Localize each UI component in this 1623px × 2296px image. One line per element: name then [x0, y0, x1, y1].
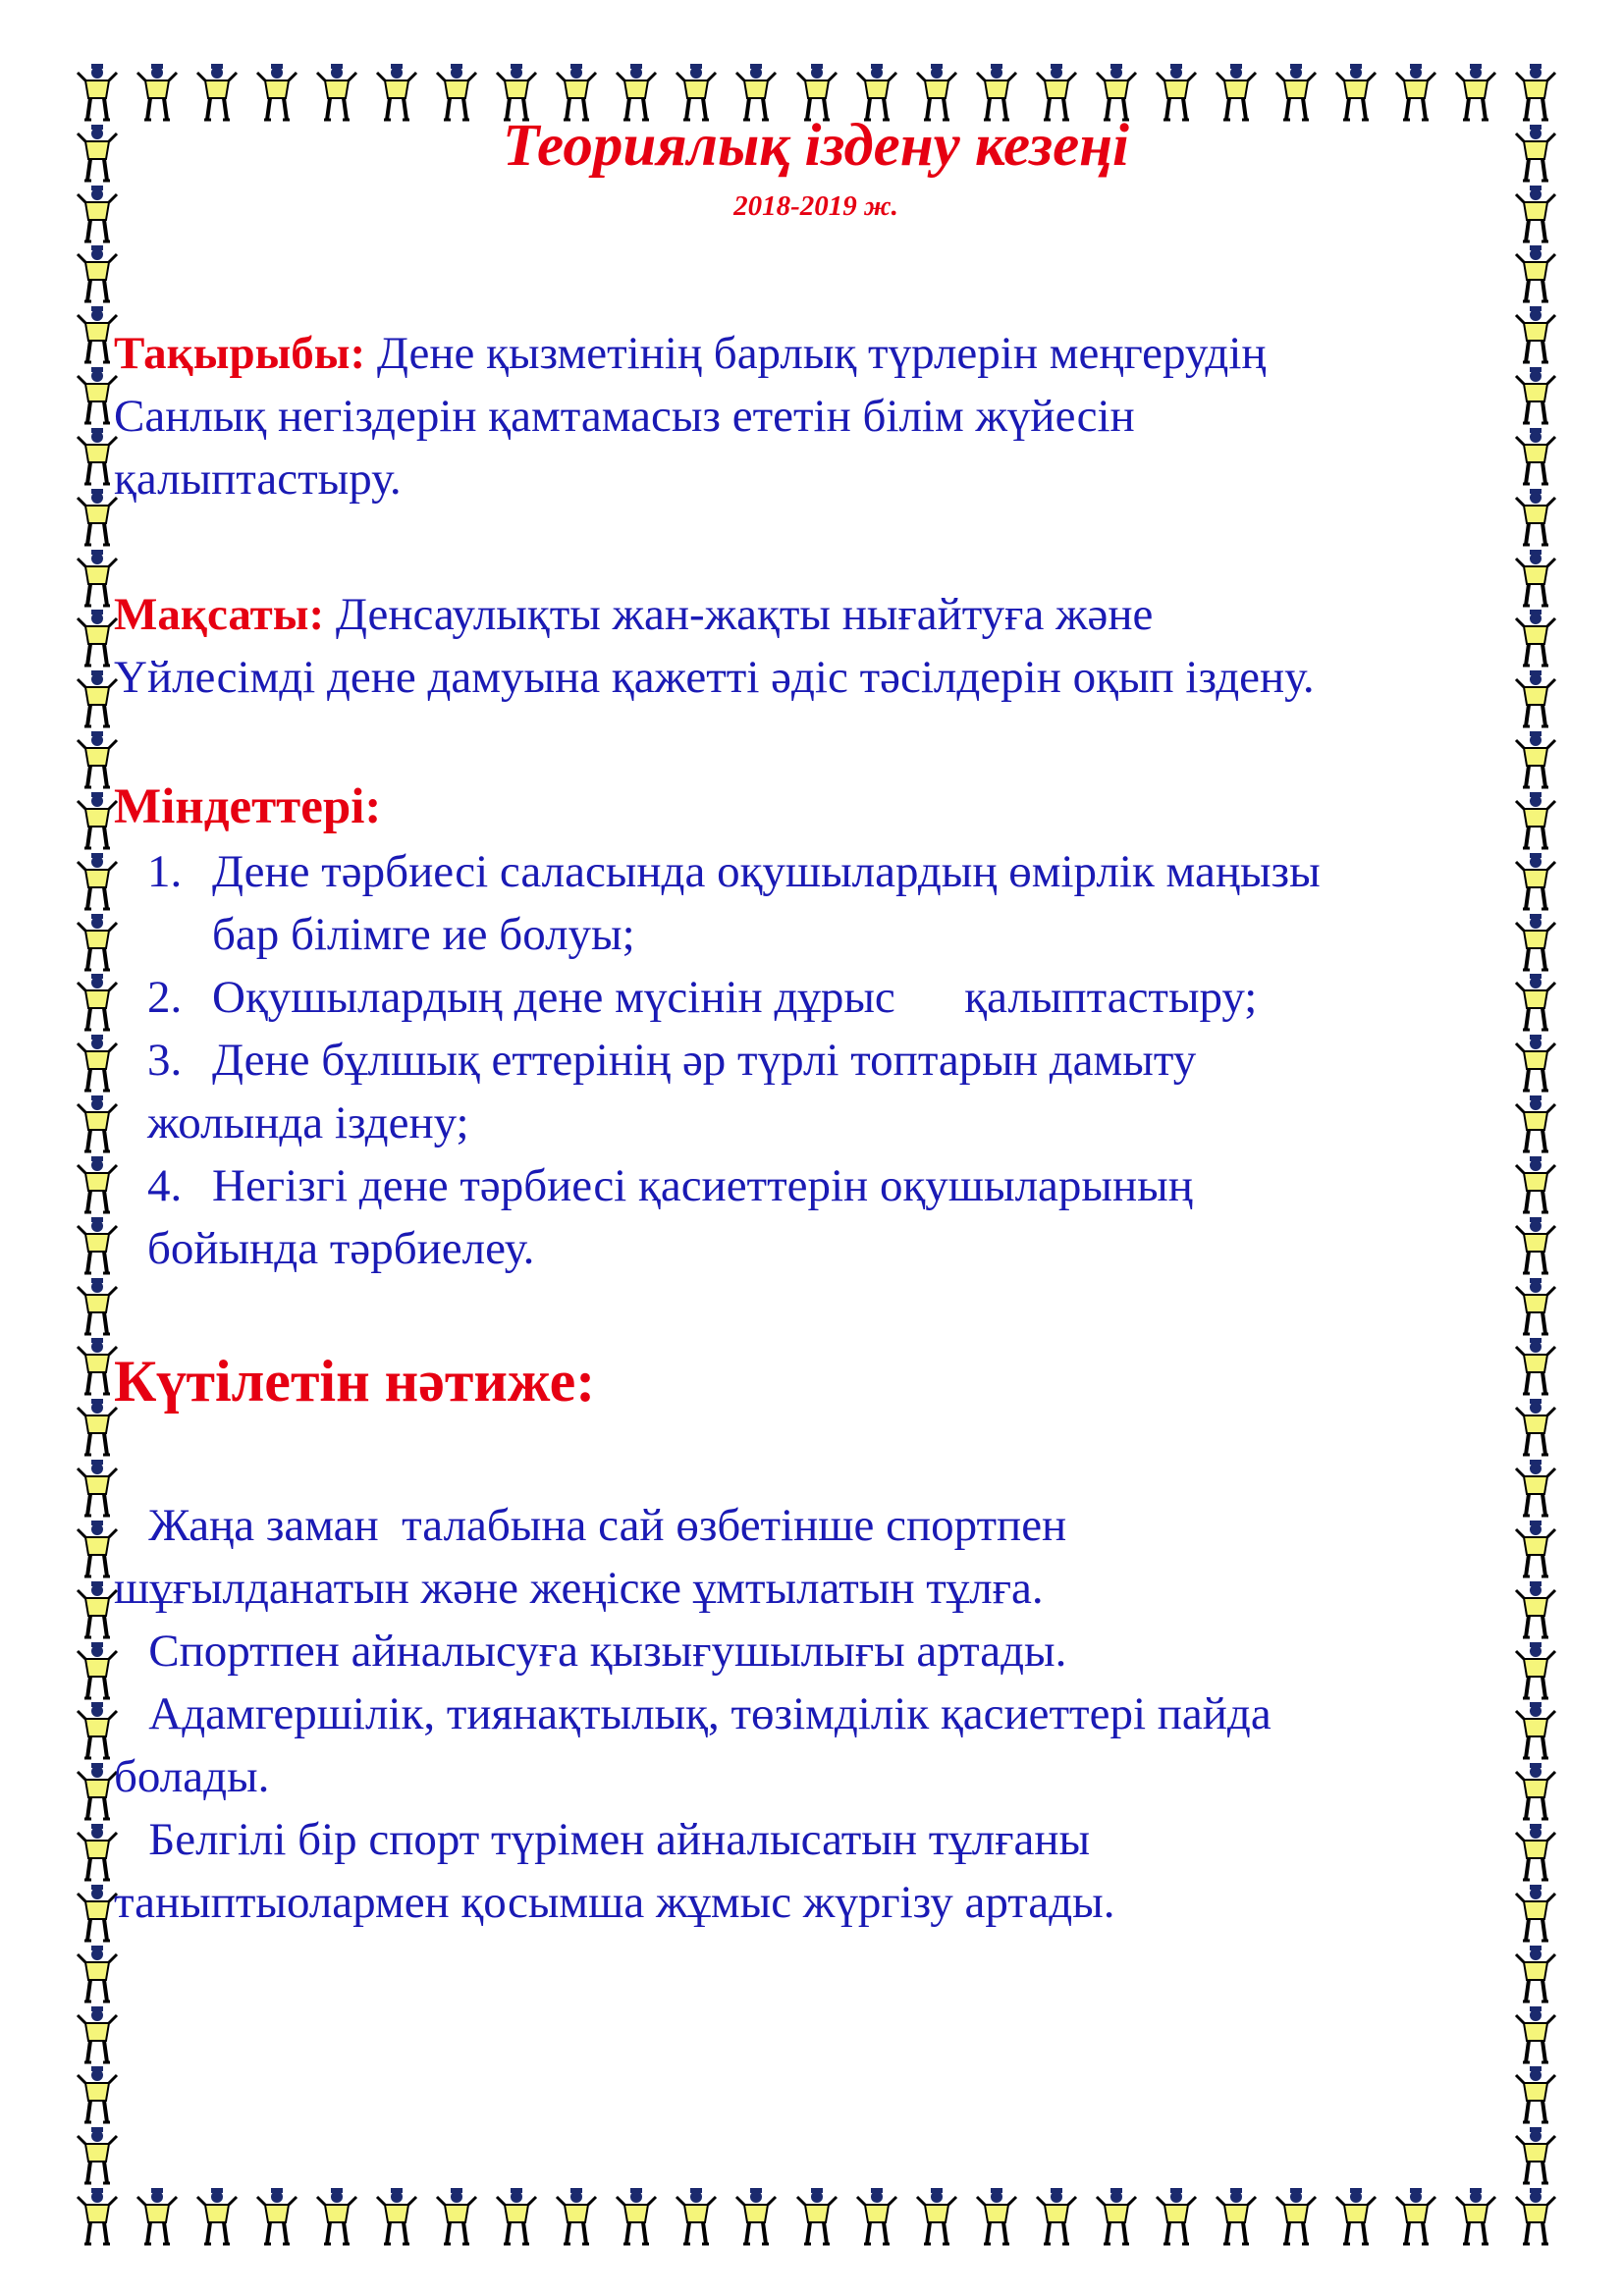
page-title: Теориялық іздену кезеңі — [503, 113, 1129, 179]
athlete-figure-icon — [1512, 366, 1559, 425]
task-item-1 — [147, 840, 1518, 966]
task-text: Оқушылардың дене мүсінін дұрыс қалыптастыру; — [212, 972, 1258, 1023]
topic-line-1: Дене қызметінің барлық түрлерін меңгерудің — [376, 328, 1267, 379]
result-line-3: Спортпен айналысуға қызығушылығы артады. — [114, 1626, 1067, 1677]
athlete-figure-icon — [1512, 730, 1559, 789]
athlete-figure-icon — [1512, 609, 1559, 667]
athlete-figure-icon — [1512, 791, 1559, 850]
athlete-figure-icon — [1512, 1945, 1559, 2003]
document-content — [114, 0, 1518, 2296]
athlete-figure-icon — [1512, 549, 1559, 608]
athlete-figure-icon — [1512, 1155, 1559, 1214]
goal-line-1: Денсаулықты жан-жақты нығайтуға және — [335, 589, 1154, 640]
topic-section — [114, 322, 1518, 510]
athlete-figure-icon — [1512, 2065, 1559, 2124]
athlete-figure-icon — [1512, 1095, 1559, 1153]
task-item-2 — [147, 966, 1518, 1029]
task-text: Дене бұлшық еттерінің әр түрлі топтарын дамыту — [212, 1035, 1197, 1086]
athlete-figure-icon — [1512, 1641, 1559, 1700]
athlete-figure-icon — [1512, 1823, 1559, 1882]
topic-line-2: Санлық негіздерін қамтамасыз ететін білім жүйесін — [114, 391, 1135, 442]
academic-year: 2018-2019 ж. — [733, 190, 898, 222]
result-line-5: болады. — [114, 1751, 270, 1802]
athlete-figure-icon — [1512, 1580, 1559, 1639]
athlete-figure-icon — [1512, 185, 1559, 243]
goal-line-2: Үйлесімді дене дамуына қажетті әдіс тәсілдерін оқып іздену. — [114, 652, 1315, 703]
result-line-4: Адамгершілік, тиянақтылық, төзімділік қасиеттері пайда — [114, 1688, 1271, 1739]
athlete-figure-icon — [1512, 669, 1559, 728]
athlete-figure-icon — [1512, 1459, 1559, 1518]
athlete-figure-icon — [1512, 1337, 1559, 1396]
athlete-figure-icon — [1512, 1884, 1559, 1943]
task-item-3 — [147, 1029, 1518, 1154]
athlete-figure-icon — [1512, 1398, 1559, 1457]
athlete-figure-icon — [1512, 305, 1559, 364]
athlete-figure-icon — [1512, 1762, 1559, 1821]
athlete-figure-icon — [1512, 244, 1559, 303]
result-line-7: таныптыолармен қосымша жұмыс жүргізу артады. — [114, 1877, 1115, 1928]
task-item-4 — [147, 1154, 1518, 1280]
topic-label: Тақырыбы: — [114, 328, 366, 379]
athlete-figure-icon — [1512, 488, 1559, 547]
task-number: 3. — [147, 1035, 183, 1086]
result-line-2: шұғылданатын және жеңіске ұмтылатын тұлға. — [114, 1563, 1044, 1614]
goal-section — [114, 583, 1518, 709]
athlete-figure-icon — [1512, 63, 1559, 122]
athlete-figure-icon — [1512, 124, 1559, 183]
task-text: Дене тәрбиесі саласында оқушылардың өмірлік маңызы — [212, 846, 1321, 897]
athlete-figure-icon — [1512, 852, 1559, 911]
goal-label: Мақсаты: — [114, 589, 325, 640]
athlete-figure-icon — [1512, 913, 1559, 972]
athlete-figure-icon — [1512, 2187, 1559, 2246]
task-text-cont: бар білімге ие болуы; — [212, 909, 635, 960]
task-number: 4. — [147, 1160, 183, 1211]
task-number: 2. — [147, 972, 183, 1023]
task-number: 1. — [147, 846, 183, 897]
tasks-heading: Міндеттері: — [114, 779, 382, 834]
athlete-figure-icon — [1512, 1034, 1559, 1093]
task-text-cont: жолында іздену; — [147, 1097, 469, 1148]
results-heading: Күтілетін нәтиже: — [114, 1349, 596, 1414]
result-line-6: Белгілі бір спорт түрімен айналысатын тұлғаны — [114, 1814, 1091, 1865]
athlete-figure-icon — [1512, 1216, 1559, 1275]
athlete-figure-icon — [1512, 1277, 1559, 1336]
athlete-figure-icon — [1512, 2126, 1559, 2185]
athlete-figure-icon — [1512, 427, 1559, 486]
topic-line-3: қалыптастыру. — [114, 454, 402, 505]
task-text: Негізгі дене тәрбиесі қасиеттерін оқушыларының — [212, 1160, 1193, 1211]
athlete-figure-icon — [1512, 973, 1559, 1032]
athlete-figure-icon — [1512, 2005, 1559, 2064]
task-text-cont: бойында тәрбиелеу. — [147, 1223, 535, 1274]
athlete-figure-icon — [1512, 1701, 1559, 1760]
athlete-figure-icon — [1512, 1520, 1559, 1578]
result-line-1: Жаңа заман талабына сай өзбетінше спортпен — [114, 1500, 1067, 1551]
